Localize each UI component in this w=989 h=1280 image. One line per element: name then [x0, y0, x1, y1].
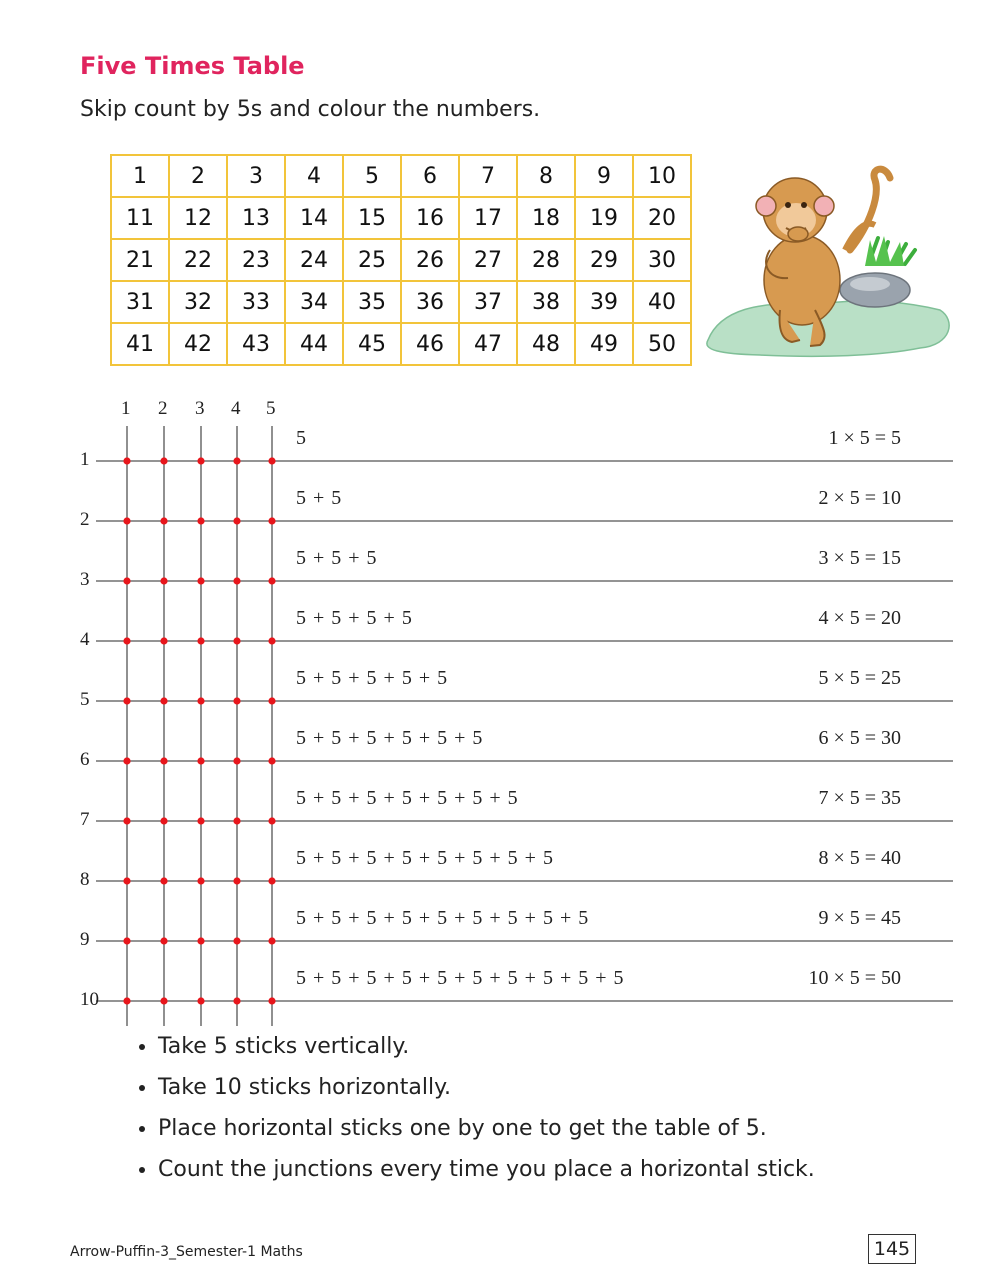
addition-expression: 5 + 5	[296, 487, 342, 509]
junction-dot	[268, 877, 275, 884]
junction-dot	[268, 697, 275, 704]
junction-dot	[233, 997, 240, 1004]
row-label: 5	[80, 689, 90, 710]
junction-dot	[197, 457, 204, 464]
grid-cell[interactable]: 40	[633, 281, 691, 323]
junction-dot	[197, 637, 204, 644]
multiplication-equation: 3 × 5 = 15	[818, 547, 901, 569]
multiplication-equation: 2 × 5 = 10	[818, 487, 901, 509]
junction-dot	[160, 517, 167, 524]
grid-cell[interactable]: 11	[111, 197, 169, 239]
grid-cell[interactable]: 30	[633, 239, 691, 281]
row-label: 4	[80, 629, 90, 650]
grid-cell[interactable]: 49	[575, 323, 633, 365]
row-label: 7	[80, 809, 90, 830]
grid-cell[interactable]: 24	[285, 239, 343, 281]
row-label: 2	[80, 509, 90, 530]
grid-cell[interactable]: 39	[575, 281, 633, 323]
grid-cell[interactable]: 15	[343, 197, 401, 239]
addition-expression: 5 + 5 + 5 + 5 + 5	[296, 667, 448, 689]
junction-dot	[233, 637, 240, 644]
multiplication-equation: 5 × 5 = 25	[818, 667, 901, 689]
junction-dot	[233, 697, 240, 704]
step-item: • Count the junctions every time you place a horizontal stick.	[158, 1157, 815, 1183]
grid-cell[interactable]: 26	[401, 239, 459, 281]
addition-expression: 5 + 5 + 5 + 5 + 5 + 5	[296, 727, 483, 749]
grid-cell[interactable]: 43	[227, 323, 285, 365]
grid-cell[interactable]: 47	[459, 323, 517, 365]
junction-dot	[233, 937, 240, 944]
junction-dot	[123, 877, 130, 884]
junction-dot	[268, 817, 275, 824]
instruction-text: Skip count by 5s and colour the numbers.	[80, 97, 541, 122]
junction-dot	[268, 937, 275, 944]
grid-cell[interactable]: 50	[633, 323, 691, 365]
grid-cell[interactable]: 8	[517, 155, 575, 197]
junction-dot	[197, 997, 204, 1004]
grid-cell[interactable]: 32	[169, 281, 227, 323]
addition-expression: 5	[296, 427, 306, 449]
junction-dot	[123, 517, 130, 524]
step-item: • Take 5 sticks vertically.	[158, 1034, 815, 1060]
grid-cell[interactable]: 1	[111, 155, 169, 197]
grid-cell[interactable]: 48	[517, 323, 575, 365]
junction-dot	[233, 817, 240, 824]
row-label: 8	[80, 869, 90, 890]
junction-dot	[123, 457, 130, 464]
multiplication-equation: 9 × 5 = 45	[818, 907, 901, 929]
junction-dot	[160, 577, 167, 584]
junction-dot	[123, 937, 130, 944]
grid-cell[interactable]: 35	[343, 281, 401, 323]
addition-expression: 5 + 5 + 5 + 5 + 5 + 5 + 5 + 5	[296, 847, 553, 869]
junction-dot	[233, 457, 240, 464]
grid-cell[interactable]: 3	[227, 155, 285, 197]
grid-cell[interactable]: 38	[517, 281, 575, 323]
multiplication-equation: 8 × 5 = 40	[818, 847, 901, 869]
junction-dot	[197, 517, 204, 524]
grid-cell[interactable]: 46	[401, 323, 459, 365]
junction-dot	[268, 577, 275, 584]
column-label: 3	[195, 398, 205, 419]
multiplication-equation: 6 × 5 = 30	[818, 727, 901, 749]
junction-dot	[268, 997, 275, 1004]
grid-cell[interactable]: 45	[343, 323, 401, 365]
grid-cell[interactable]: 36	[401, 281, 459, 323]
grid-cell[interactable]: 5	[343, 155, 401, 197]
grid-cell[interactable]: 31	[111, 281, 169, 323]
junction-dot	[123, 637, 130, 644]
junction-dot	[123, 697, 130, 704]
grid-cell[interactable]: 28	[517, 239, 575, 281]
step-item: • Take 10 sticks horizontally.	[158, 1075, 815, 1101]
grid-cell[interactable]: 27	[459, 239, 517, 281]
multiplication-equation: 1 × 5 = 5	[828, 427, 901, 449]
junction-dot	[268, 757, 275, 764]
page-title: Five Times Table	[80, 52, 305, 80]
addition-expression: 5 + 5 + 5	[296, 547, 377, 569]
grid-cell[interactable]: 21	[111, 239, 169, 281]
column-label: 5	[266, 398, 276, 419]
grid-cell[interactable]: 10	[633, 155, 691, 197]
grid-cell[interactable]: 37	[459, 281, 517, 323]
junction-dot	[160, 937, 167, 944]
addition-expression: 5 + 5 + 5 + 5 + 5 + 5 + 5 + 5 + 5 + 5	[296, 967, 624, 989]
column-label: 2	[158, 398, 168, 419]
grid-cell[interactable]: 2	[169, 155, 227, 197]
steps-list	[120, 1034, 815, 1198]
junction-dot	[268, 637, 275, 644]
junction-dot	[268, 517, 275, 524]
footer-text: Arrow-Puffin-3_Semester-1 Maths	[70, 1244, 303, 1260]
multiplication-equation: 10 × 5 = 50	[808, 967, 901, 989]
grid-cell[interactable]: 17	[459, 197, 517, 239]
grid-cell[interactable]: 18	[517, 197, 575, 239]
junction-dot	[233, 757, 240, 764]
junction-dot	[160, 817, 167, 824]
grid-cell[interactable]: 44	[285, 323, 343, 365]
row-label: 6	[80, 749, 90, 770]
junction-dot	[160, 697, 167, 704]
junction-dot	[197, 877, 204, 884]
junction-dot	[268, 457, 275, 464]
junction-dot	[160, 877, 167, 884]
grid-cell[interactable]: 7	[459, 155, 517, 197]
junction-dot	[197, 697, 204, 704]
grid-cell[interactable]: 22	[169, 239, 227, 281]
junction-dot	[160, 757, 167, 764]
junction-dot	[123, 997, 130, 1004]
column-label: 1	[121, 398, 131, 419]
junction-dot	[197, 757, 204, 764]
grid-cell[interactable]: 23	[227, 239, 285, 281]
row-label: 9	[80, 929, 90, 950]
junction-dot	[197, 937, 204, 944]
addition-expression: 5 + 5 + 5 + 5	[296, 607, 412, 629]
grid-cell[interactable]: 14	[285, 197, 343, 239]
grid-cell[interactable]: 34	[285, 281, 343, 323]
step-item: • Place horizontal sticks one by one to get the table of 5.	[158, 1116, 815, 1142]
multiplication-equation: 7 × 5 = 35	[818, 787, 901, 809]
grid-cell[interactable]: 33	[227, 281, 285, 323]
grid-cell[interactable]: 13	[227, 197, 285, 239]
junction-dot	[123, 577, 130, 584]
junction-dot	[160, 637, 167, 644]
junction-dot	[160, 997, 167, 1004]
junction-dot	[233, 877, 240, 884]
grid-cell[interactable]: 4	[285, 155, 343, 197]
grid-cell[interactable]: 9	[575, 155, 633, 197]
multiplication-equation: 4 × 5 = 20	[818, 607, 901, 629]
grid-cell[interactable]: 19	[575, 197, 633, 239]
grid-cell[interactable]: 29	[575, 239, 633, 281]
junction-dot	[160, 457, 167, 464]
grid-cell[interactable]: 16	[401, 197, 459, 239]
grid-cell[interactable]: 42	[169, 323, 227, 365]
grid-cell[interactable]: 6	[401, 155, 459, 197]
row-label: 3	[80, 569, 90, 590]
junction-dot	[233, 577, 240, 584]
grid-cell[interactable]: 20	[633, 197, 691, 239]
junction-dot	[233, 517, 240, 524]
column-label: 4	[231, 398, 241, 419]
addition-expression: 5 + 5 + 5 + 5 + 5 + 5 + 5 + 5 + 5	[296, 907, 589, 929]
junction-dot	[123, 757, 130, 764]
junction-dot	[197, 817, 204, 824]
addition-expression: 5 + 5 + 5 + 5 + 5 + 5 + 5	[296, 787, 518, 809]
grid-cell[interactable]: 41	[111, 323, 169, 365]
grid-cell[interactable]: 25	[343, 239, 401, 281]
junction-dot	[197, 577, 204, 584]
grid-cell[interactable]: 12	[169, 197, 227, 239]
junction-dot	[123, 817, 130, 824]
row-label: 10	[80, 989, 99, 1010]
page-number: 145	[868, 1234, 916, 1264]
row-label: 1	[80, 449, 90, 470]
